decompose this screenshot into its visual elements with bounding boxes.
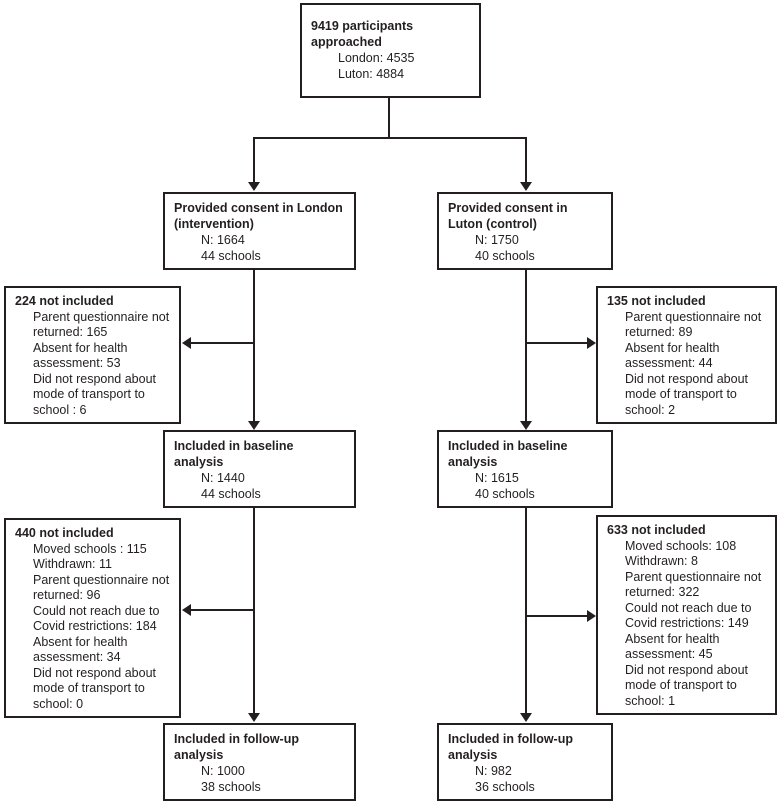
box-consent-luton (437, 192, 613, 270)
connector-excluded-luton-baseline (527, 342, 588, 344)
connector-excluded-london-followup (191, 609, 255, 611)
exclusion-reason: Absent for health assessment: 53 (33, 340, 128, 370)
exclusion-reason: Parent questionnaire not returned: 96 (33, 572, 170, 602)
box-followup-luton-title: Included in follow-up analysis (448, 732, 573, 762)
box-followup-london-title: Included in follow-up analysis (174, 732, 299, 762)
box-not-included-london-followup-title: 440 not included (15, 526, 114, 540)
connector-excluded-london-baseline (191, 342, 255, 344)
box-consent-london (163, 192, 356, 270)
connector-excluded-luton-followup (527, 615, 588, 617)
consent-london-schools: 44 schools (201, 249, 261, 263)
connector-branch-left-vertical (253, 137, 255, 183)
baseline-london-n: N: 1440 (201, 471, 245, 485)
exclusion-reason: Moved schools : 115 (33, 541, 147, 556)
exclusion-reason: Absent for health assessment: 44 (625, 340, 720, 370)
connector-top-stem (388, 98, 390, 139)
exclusion-reason: Parent questionnaire not returned: 322 (625, 569, 762, 599)
baseline-luton-n: N: 1615 (475, 471, 519, 485)
box-not-included-luton-baseline (596, 286, 777, 424)
exclusion-reason: Could not reach due to Covid restrictions: 149 (625, 600, 752, 630)
consent-luton-n: N: 1750 (475, 233, 519, 247)
arrowhead-followup-luton (520, 713, 532, 722)
followup-london-schools: 38 schools (201, 780, 261, 794)
box-baseline-luton (437, 430, 613, 508)
connector-branch-right-vertical (525, 137, 527, 183)
box-not-included-london-baseline-title: 224 not included (15, 294, 114, 308)
exclusion-reason: Did not respond about mode of transport to school: 1 (625, 662, 749, 708)
box-followup-luton (437, 723, 613, 801)
box-baseline-luton-title: Included in baseline analysis (448, 439, 568, 469)
box-baseline-london-title: Included in baseline analysis (174, 439, 294, 469)
box-not-included-luton-followup (596, 515, 777, 715)
connector-branch-horizontal (253, 137, 527, 139)
arrowhead-followup-london (248, 713, 260, 722)
connector-baseline-followup-luton (525, 504, 527, 714)
box-participants-approached-title: 9419 participants approached (311, 19, 414, 49)
exclusion-reason: Absent for health assessment: 45 (625, 631, 720, 661)
box-not-included-luton-followup-title: 633 not included (607, 523, 706, 537)
exclusion-reason: Withdrawn: 8 (625, 554, 698, 568)
baseline-luton-schools: 40 schools (475, 487, 535, 501)
followup-luton-schools: 36 schools (475, 780, 535, 794)
connector-consent-baseline-luton (525, 269, 527, 422)
box-consent-luton-title: Provided consent in Luton (control) (448, 201, 568, 231)
followup-luton-n: N: 982 (475, 764, 512, 778)
exclusion-reason: Moved schools: 108 (625, 538, 737, 553)
box-followup-london (163, 723, 356, 801)
exclusion-reason: Withdrawn: 11 (33, 557, 112, 571)
exclusion-reason: Absent for health assessment: 34 (33, 634, 128, 664)
arrowhead-excluded-london-baseline (182, 337, 191, 349)
exclusion-reason: Parent questionnaire not returned: 165 (33, 309, 170, 339)
approached-london-count: London: 4535 (338, 51, 415, 65)
box-consent-london-title: Provided consent in London (intervention) (174, 201, 343, 231)
arrowhead-excluded-luton-baseline (587, 337, 596, 349)
box-not-included-london-followup (4, 518, 181, 718)
connector-consent-baseline-london (253, 269, 255, 422)
consent-london-n: N: 1664 (201, 233, 245, 247)
arrowhead-baseline-luton (520, 421, 532, 430)
arrowhead-excluded-london-followup (182, 604, 191, 616)
consent-luton-schools: 40 schools (475, 249, 535, 263)
box-participants-approached (300, 3, 481, 98)
approached-luton-count: Luton: 4884 (338, 67, 405, 81)
arrowhead-baseline-london (248, 421, 260, 430)
arrowhead-excluded-luton-followup (587, 610, 596, 622)
box-baseline-london (163, 430, 356, 508)
exclusion-reason: Parent questionnaire not returned: 89 (625, 309, 762, 339)
exclusion-reason: Did not respond about mode of transport to school : 6 (33, 371, 157, 417)
box-not-included-luton-baseline-title: 135 not included (607, 294, 706, 308)
arrowhead-consent-luton (520, 182, 532, 191)
baseline-london-schools: 44 schools (201, 487, 261, 501)
box-not-included-london-baseline (4, 286, 181, 424)
exclusion-reason: Could not reach due to Covid restrictions: 184 (33, 603, 160, 633)
arrowhead-consent-london (248, 182, 260, 191)
followup-london-n: N: 1000 (201, 764, 245, 778)
exclusion-reason: Did not respond about mode of transport to school: 2 (625, 371, 749, 417)
exclusion-reason: Did not respond about mode of transport to school: 0 (33, 665, 157, 711)
